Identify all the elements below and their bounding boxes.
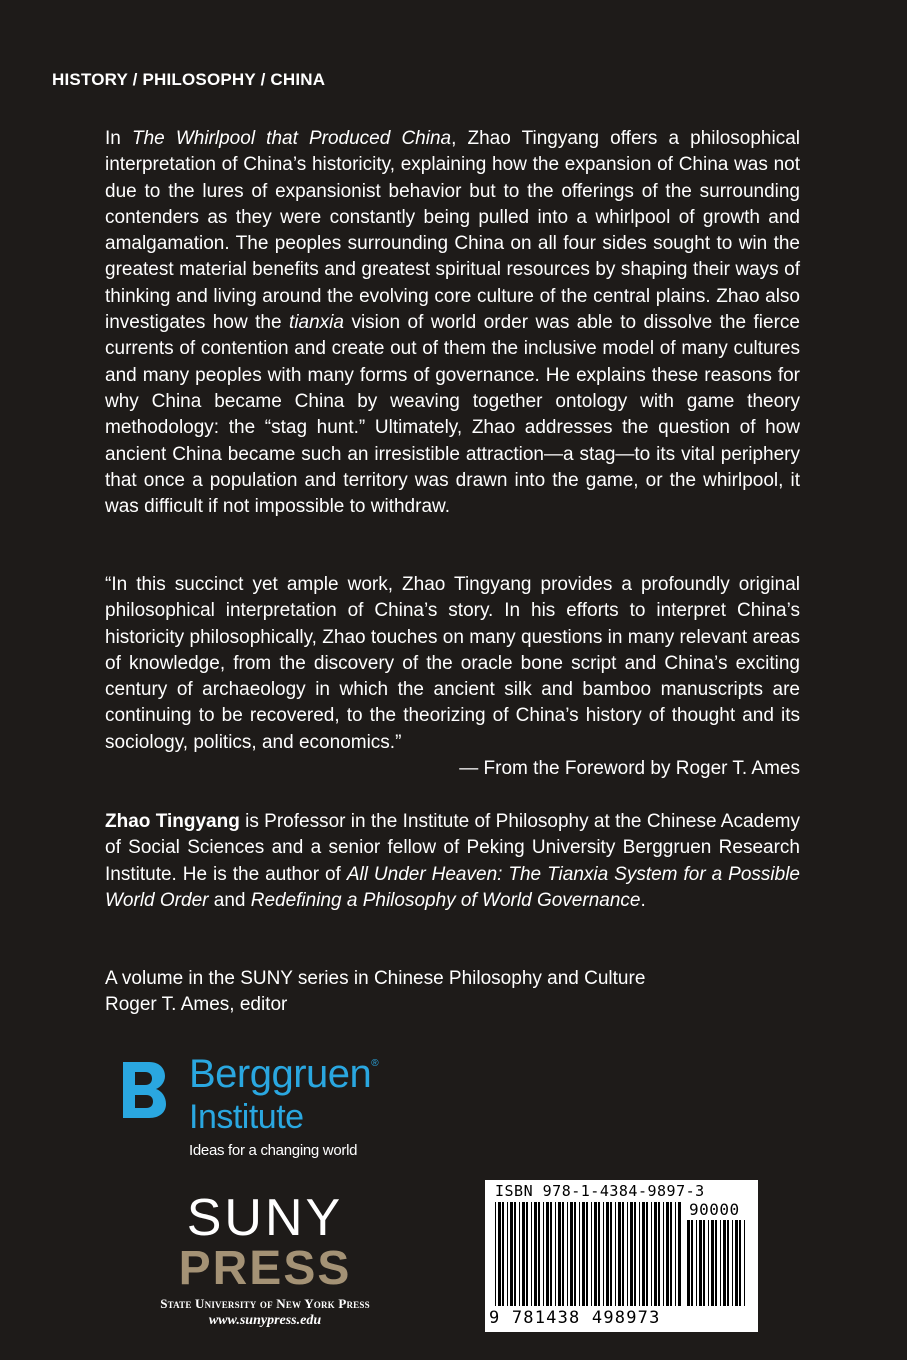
barcode-bar — [610, 1202, 612, 1306]
barcode-bar — [658, 1202, 660, 1306]
barcode-bar — [639, 1202, 640, 1306]
barcode-bar — [696, 1220, 697, 1306]
barcode-bar — [591, 1202, 592, 1306]
barcode-bar — [519, 1202, 520, 1306]
barcode-bar — [670, 1202, 672, 1306]
barcode-bar — [550, 1202, 552, 1306]
barcode-bar — [538, 1202, 540, 1306]
barcode-bar — [543, 1202, 544, 1306]
quote-text: “In this succinct yet ample work, Zhao Tingyang provides a profoundly original philosophical interpretation of China’s story. In his efforts to interpret China’s historicity philosophically, Zhao touches on many questions in many relevant areas of knowledge, from the discovery of the oracle bone script and China’s exciting century of archaeology in which the ancient silk and bamboo manuscripts are continuing to be recovered, to the theorizing of China’s history of thought and its sociology, politics, and economics.” — [105, 574, 800, 753]
barcode-bar — [507, 1202, 508, 1306]
barcode-bar — [735, 1220, 738, 1306]
barcode-bar — [699, 1220, 702, 1306]
series-note — [105, 966, 800, 1019]
barcode-bar — [739, 1220, 741, 1306]
barcode-bar — [630, 1202, 633, 1306]
series-line1: A volume in the SUNY series in Chinese Philosophy and Culture — [105, 968, 646, 989]
barcode-bar — [495, 1202, 496, 1306]
barcode-bar — [627, 1202, 628, 1306]
barcode-bar — [579, 1202, 580, 1306]
price-code: 90000 — [689, 1200, 740, 1219]
isbn-text: ISBN 978-1-4384-9897-3 — [495, 1182, 705, 1200]
barcode-bar — [574, 1202, 576, 1306]
barcode-bar — [603, 1202, 604, 1306]
barcode-bar — [651, 1202, 652, 1306]
desc-part2: vision of world order was able to dissolve the fierce currents of contention and create out of them the inclusive model of many cultures and many peoples with many forms of governance. He explains these reasons for why China became China by weaving together ontology with game theory methodology: the “stag hunt.” Ultimately, Zhao addresses the question of how ancient China became such an irresistible attraction—a stag—to its vital periphery that once a population and territory was drawn into the game, or the whirlpool, it was difficult if not impossible to withdraw. — [105, 312, 800, 518]
bio-part1: is Professor in the Institute of Philosophy at the Chinese Academy of Social Sciences and a senior fellow of Peking University Berggruen Research Institute. He is the author of — [105, 811, 801, 885]
barcode-bar — [666, 1202, 669, 1306]
suny-subtitle: State University of New York Press — [160, 1296, 370, 1311]
barcode-bar — [522, 1202, 525, 1306]
series-editor: Roger T. Ames, editor — [105, 994, 288, 1016]
book-title: The Whirlpool that Produced China — [131, 128, 452, 149]
barcode-bar — [711, 1220, 714, 1306]
barcode-bar — [727, 1220, 729, 1306]
barcode-bar — [703, 1220, 705, 1306]
ean-digits: 9 781438 498973 — [489, 1308, 661, 1328]
price-barcode-bars — [687, 1220, 749, 1308]
desc-intro: In — [105, 128, 132, 149]
barcode-bar — [687, 1220, 690, 1306]
barcode-bar — [570, 1202, 573, 1306]
barcode-bar — [715, 1220, 717, 1306]
berggruen-institute: Institute — [189, 1098, 304, 1136]
bio-book1: All Under Heaven: The Tianxia System for a Possible World Order — [105, 863, 800, 911]
barcode-bar — [622, 1202, 624, 1306]
barcode-bar — [526, 1202, 528, 1306]
bio-and: and — [208, 889, 251, 911]
suny-url: www.sunypress.edu — [208, 1313, 322, 1328]
category-label: HISTORY / PHILOSOPHY / CHINA — [52, 70, 326, 89]
barcode-bar — [582, 1202, 585, 1306]
berggruen-b-icon — [123, 1062, 167, 1118]
barcode-bar — [606, 1202, 609, 1306]
barcode-bar — [531, 1202, 532, 1306]
author-name: Zhao Tingyang — [105, 811, 240, 832]
suny-word: SUNY — [186, 1189, 344, 1247]
barcode-bar — [598, 1202, 600, 1306]
barcode-bar — [691, 1220, 693, 1306]
barcode-bar — [502, 1202, 504, 1306]
barcode-bar — [675, 1202, 676, 1306]
tianxia-term: tianxia — [289, 312, 344, 334]
barcode-bar — [642, 1202, 645, 1306]
desc-part1: , Zhao Tingyang offers a philosophical interpretation of China’s historicity, explaining how the expansion of China was not due to the lures of expansionist behavior but to the offerings of the surrounding contenders as they were constantly being pulled into a whirlpool of growth and amalgamation. The peoples surrounding China on all four sides sought to win the greatest material benefits and greatest spiritual resources by shaping their ways of thinking and living around the evolving core culture of the central plains. Zhao also investigates how the — [105, 128, 801, 334]
berggruen-logo — [123, 1052, 423, 1172]
barcode-bar — [555, 1202, 556, 1306]
barcode-bar — [618, 1202, 621, 1306]
barcode-bar — [654, 1202, 657, 1306]
isbn-barcode — [485, 1180, 758, 1332]
barcode-bar — [586, 1202, 588, 1306]
barcode-bar — [663, 1202, 664, 1306]
barcode-bar — [634, 1202, 636, 1306]
barcode-bar — [720, 1220, 721, 1306]
barcode-bar — [558, 1202, 561, 1306]
barcode-bar — [510, 1202, 513, 1306]
barcode-bar — [732, 1220, 733, 1306]
berggruen-name: Berggruen® — [189, 1052, 379, 1096]
barcode-bar — [498, 1202, 501, 1306]
barcode-bar — [615, 1202, 616, 1306]
barcode-bar — [723, 1220, 726, 1306]
barcode-bars — [495, 1202, 685, 1310]
barcode-bar — [534, 1202, 537, 1306]
bio-end: . — [640, 889, 646, 911]
press-word: PRESS — [178, 1242, 352, 1295]
suny-press-logo — [145, 1189, 385, 1332]
foreword-quote — [105, 572, 800, 782]
berggruen-tagline: Ideas for a changing world — [189, 1142, 358, 1159]
barcode-bar — [514, 1202, 516, 1306]
bio-book2: Redefining a Philosophy of World Governance — [250, 889, 641, 911]
barcode-bar — [744, 1220, 745, 1306]
barcode-bar — [546, 1202, 549, 1306]
book-description — [105, 126, 800, 520]
barcode-bar — [646, 1202, 648, 1306]
barcode-bar — [708, 1220, 709, 1306]
author-bio — [105, 809, 800, 914]
barcode-bar — [567, 1202, 568, 1306]
barcode-bar — [562, 1202, 564, 1306]
barcode-bar — [594, 1202, 597, 1306]
quote-attribution: — From the Foreword by Roger T. Ames — [459, 758, 800, 780]
barcode-bar — [678, 1202, 681, 1306]
